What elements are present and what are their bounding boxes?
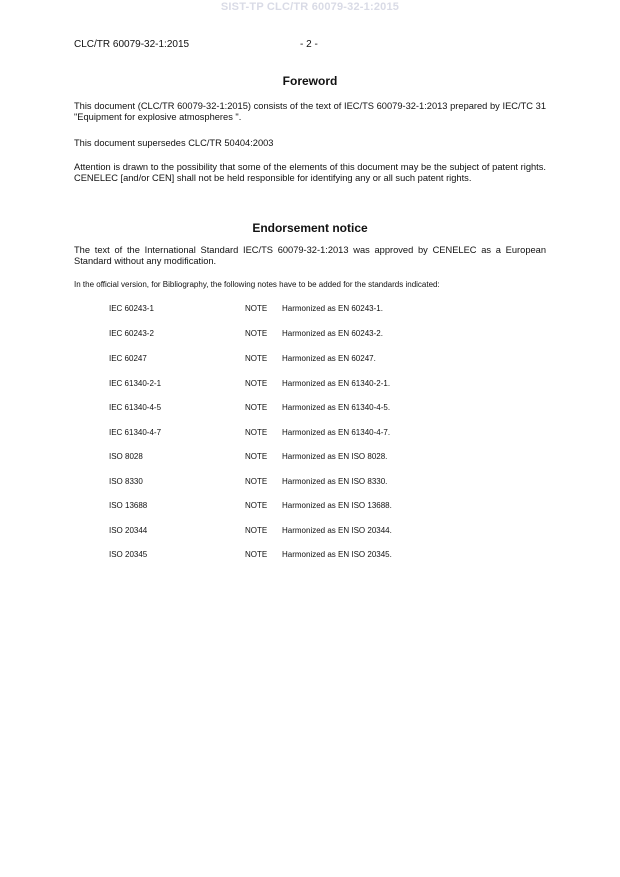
list-item <box>109 304 509 316</box>
list-item <box>109 477 509 489</box>
list-item <box>109 526 509 538</box>
endorsement-intro: In the official version, for Bibliography, the following notes have to be added for the standards indicated: <box>74 280 440 289</box>
list-item <box>109 501 509 513</box>
note-text: Harmonized as EN 61340-4-7. <box>282 428 391 437</box>
standard-reference: IEC 61340-4-7 <box>109 428 162 437</box>
note-keyword: NOTE <box>245 304 268 313</box>
note-keyword: NOTE <box>245 550 268 559</box>
foreword-title: Foreword <box>282 74 338 88</box>
list-item <box>109 452 509 464</box>
foreword-paragraph-1: This document (CLC/TR 60079-32-1:2015) consists of the text of IEC/TS 60079-32-1:2013 prepared by IEC/TC 31 "Equipment for explosive atmospheres ". <box>74 101 546 122</box>
standard-reference: ISO 20344 <box>109 526 148 535</box>
note-keyword: NOTE <box>245 354 268 363</box>
note-text: Harmonized as EN ISO 20345. <box>282 550 392 559</box>
note-text: Harmonized as EN 60243-1. <box>282 304 383 313</box>
list-item <box>109 329 509 341</box>
note-text: Harmonized as EN ISO 8330. <box>282 477 388 486</box>
endorsement-paragraph: The text of the International Standard IEC/TS 60079-32-1:2013 was approved by CENELEC as a European Standard without any modification. <box>74 245 546 266</box>
standard-reference: ISO 8330 <box>109 477 143 486</box>
standard-reference: ISO 13688 <box>109 501 148 510</box>
note-keyword: NOTE <box>245 428 268 437</box>
note-keyword: NOTE <box>245 477 268 486</box>
list-item <box>109 354 509 366</box>
note-keyword: NOTE <box>245 526 268 535</box>
foreword-paragraph-2: This document supersedes CLC/TR 50404:2003 <box>74 138 274 148</box>
list-item <box>109 379 509 391</box>
list-item <box>109 550 509 562</box>
page-number: - 2 - <box>300 39 318 50</box>
note-text: Harmonized as EN 60247. <box>282 354 376 363</box>
list-item <box>109 403 509 415</box>
note-text: Harmonized as EN ISO 13688. <box>282 501 392 510</box>
standard-reference: IEC 60243-1 <box>109 304 154 313</box>
note-text: Harmonized as EN 61340-2-1. <box>282 379 391 388</box>
note-keyword: NOTE <box>245 403 268 412</box>
standard-reference: IEC 60247 <box>109 354 147 363</box>
foreword-paragraph-3: Attention is drawn to the possibility that some of the elements of this document may be the subject of patent rights. CENELEC [and/or CEN] shall not be held responsible for identifying any or all such patent rights. <box>74 162 546 183</box>
endorsement-title: Endorsement notice <box>252 221 368 235</box>
note-keyword: NOTE <box>245 501 268 510</box>
watermark: SIST-TP CLC/TR 60079-32-1:2015 <box>220 1 400 13</box>
note-text: Harmonized as EN 60243-2. <box>282 329 383 338</box>
note-keyword: NOTE <box>245 329 268 338</box>
standard-reference: IEC 60243-2 <box>109 329 154 338</box>
note-text: Harmonized as EN ISO 20344. <box>282 526 392 535</box>
note-keyword: NOTE <box>245 379 268 388</box>
list-item <box>109 428 509 440</box>
note-keyword: NOTE <box>245 452 268 461</box>
standard-reference: IEC 61340-2-1 <box>109 379 162 388</box>
standard-reference: IEC 61340-4-5 <box>109 403 162 412</box>
standard-reference: ISO 20345 <box>109 550 148 559</box>
document-id: CLC/TR 60079-32-1:2015 <box>74 39 190 50</box>
note-text: Harmonized as EN ISO 8028. <box>282 452 388 461</box>
standard-reference: ISO 8028 <box>109 452 143 461</box>
note-text: Harmonized as EN 61340-4-5. <box>282 403 391 412</box>
